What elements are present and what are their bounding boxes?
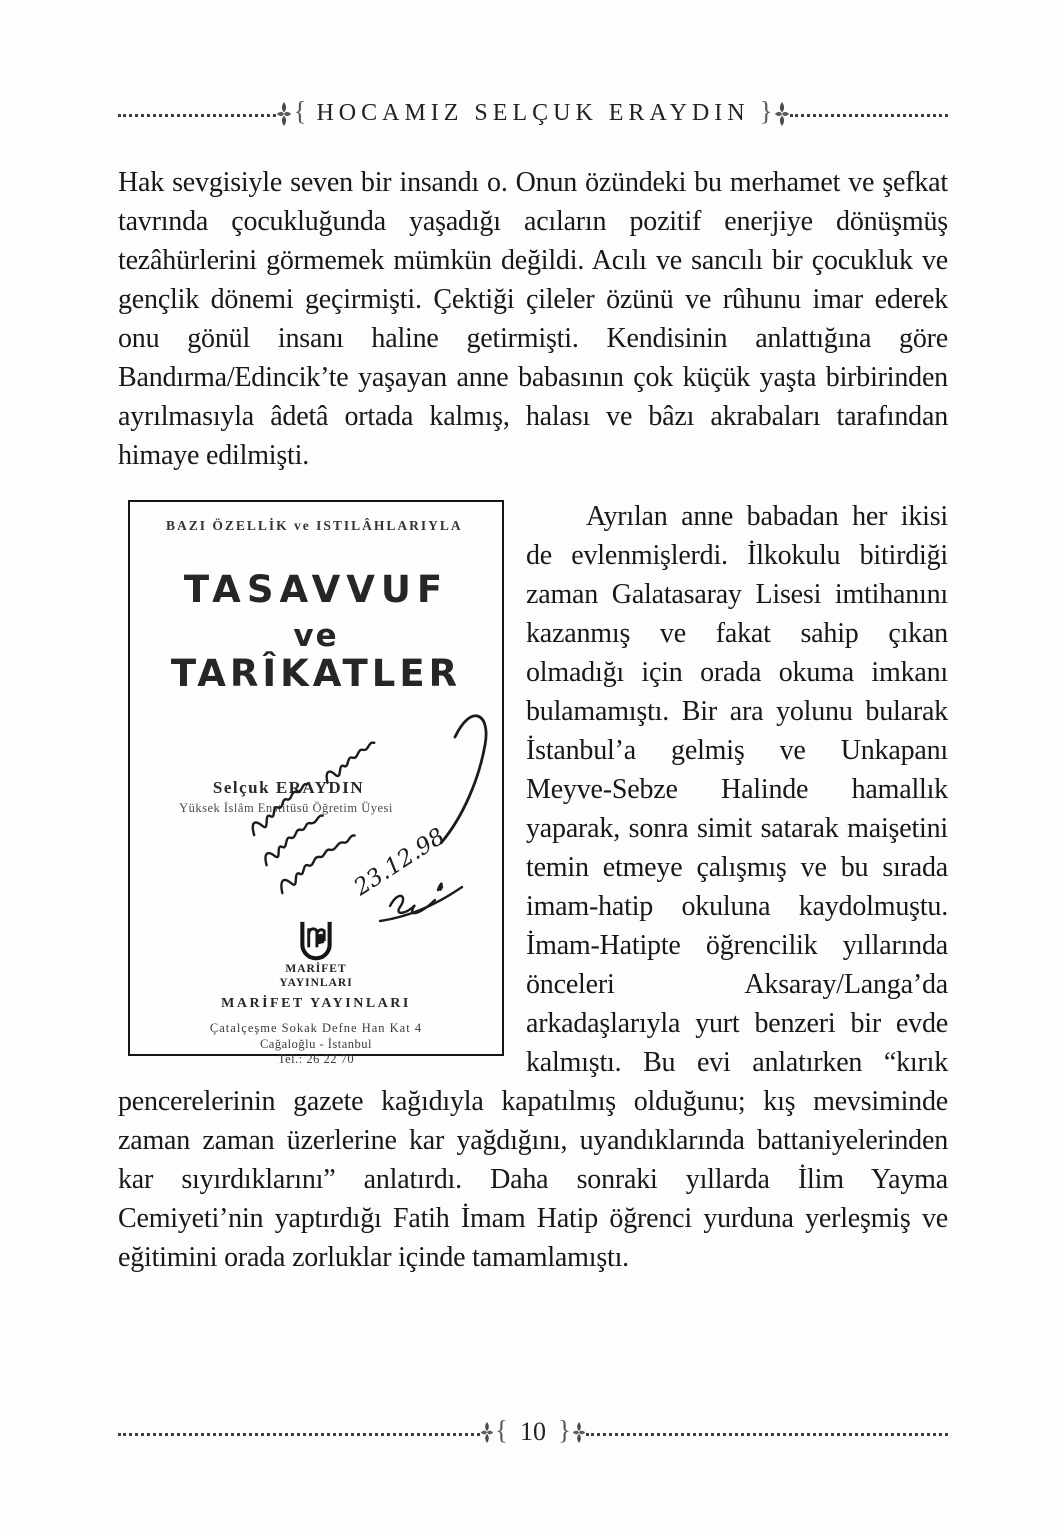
cover-address-line1: Çatalçeşme Sokak Defne Han Kat 4 (209, 1021, 423, 1035)
brace-glyph: } (558, 1414, 571, 1445)
brace-glyph: { (495, 1414, 508, 1445)
dotted-rule (118, 114, 276, 117)
inscription-date: 23.12.98 (349, 823, 450, 902)
signature-flourish (441, 716, 486, 843)
brace-glyph: } (759, 96, 773, 126)
publisher-logo-icon (296, 920, 336, 962)
fleuron-left (276, 96, 307, 127)
fleuron-right (558, 1414, 586, 1446)
logo-caption-line1: MARİFET (285, 963, 347, 975)
page-title: HOCAMIZ SELÇUK ERAYDIN (316, 100, 750, 126)
signature-stroke (390, 896, 435, 913)
fleuron-icon (480, 1421, 494, 1444)
cover-address-line2: Cağaloğlu - İstanbul (259, 1037, 373, 1051)
cover-publisher: MARİFET YAYINLARI (221, 996, 411, 1011)
logo-caption-line2: YAYINLARI (279, 977, 353, 989)
cover-tagline: BAZI ÖZELLİK ve ISTILÂHLARIYLA (166, 518, 463, 533)
body-paragraph-1: Hak sevgisiyle seven bir insandı o. Onun özündeki bu merhamet ve şefkat tavrında çocukluğunda yaşadığı acıların pozitif enerjiye dönüşmüş tezâhürlerini görmemek mümkün değildi. Acılı ve sancılı bir çocukluk ve gençlik dönemi geçirmişti. Çektiği çileler özünü ve rûhunu imar ederek onu gönül insanı haline getirmişti. Kendisinin anlattığına göre Bandırma/Edincik’te yaşayan anne babasının çok küçük yaşta birbirinden ayrılmasıyla âdetâ ortada kalmış, halası ve bâzı akrabaları tarafından himaye edilmişti. (118, 167, 948, 471)
brace-glyph: { (293, 96, 307, 126)
page-number: 10 (520, 1417, 546, 1446)
cover-title-line3: TARÎKATLER (170, 652, 462, 695)
running-head (118, 96, 948, 127)
fleuron-icon (276, 101, 292, 127)
cover-title-line1: TASAVVUF (183, 568, 449, 611)
fleuron-right (759, 96, 790, 127)
book-cover-image (128, 500, 504, 1066)
fleuron-left (480, 1414, 508, 1446)
cover-phone: Tel.: 26 22 70 (277, 1052, 355, 1066)
fleuron-icon (774, 101, 790, 127)
body-paragraph-2: Ayrılan anne babadan her ikisi de evlenmişlerdi. İlkokulu bitirdiği zaman Galatasaray Lisesi imtihanını kazanmış ve fakat sahip çıkan olmadığı için orada okuma imkanı bulamamıştı. Bir ara yolunu bularak İstanbul’a gelmiş ve Unkapanı Meyve-Sebze Halinde hamallık yaparak, sonra simit satarak maişetini temin etmeye çalışmış ve bu sırada imam-hatip okuluna kaydolmuştu. İmam-Hatipte öğrencilik yıllarında önceleri Aksaray/Langa’da arkadaşlarıyla yurt benzeri bir evde kalmıştı. Bu evi anlatırken “kırık pencerelerinin gazete kağıdıyla kapatılmış olduğunu; kış mevsiminde zaman zaman üzerlerine kar yağdığını, uyandıklarında battaniyelerinden kar sıyırdıklarını” anlatırdı. Daha sonraki yıllarda İlim Yayma Cemiyeti’nin yaptırdığı Fatih İmam Hatip öğrenci yurduna yerleşmiş ve eğitimini orada zorluklar içinde tamamlamıştı. (118, 501, 948, 1273)
handwritten-dedication (230, 674, 502, 944)
dotted-rule (790, 114, 948, 117)
signature-dot (438, 884, 442, 890)
cover-title-line2: ve (293, 618, 339, 654)
running-foot (118, 1414, 948, 1447)
text-flow-with-figure (118, 497, 948, 1277)
dotted-rule (586, 1433, 948, 1436)
fleuron-icon (572, 1421, 586, 1444)
cover-author-title: Yüksek İslâm Enstitüsü Öğretim Üyesi (179, 801, 393, 815)
cover-author: Selçuk ERAYDIN (212, 778, 365, 797)
dotted-rule (118, 1433, 480, 1436)
